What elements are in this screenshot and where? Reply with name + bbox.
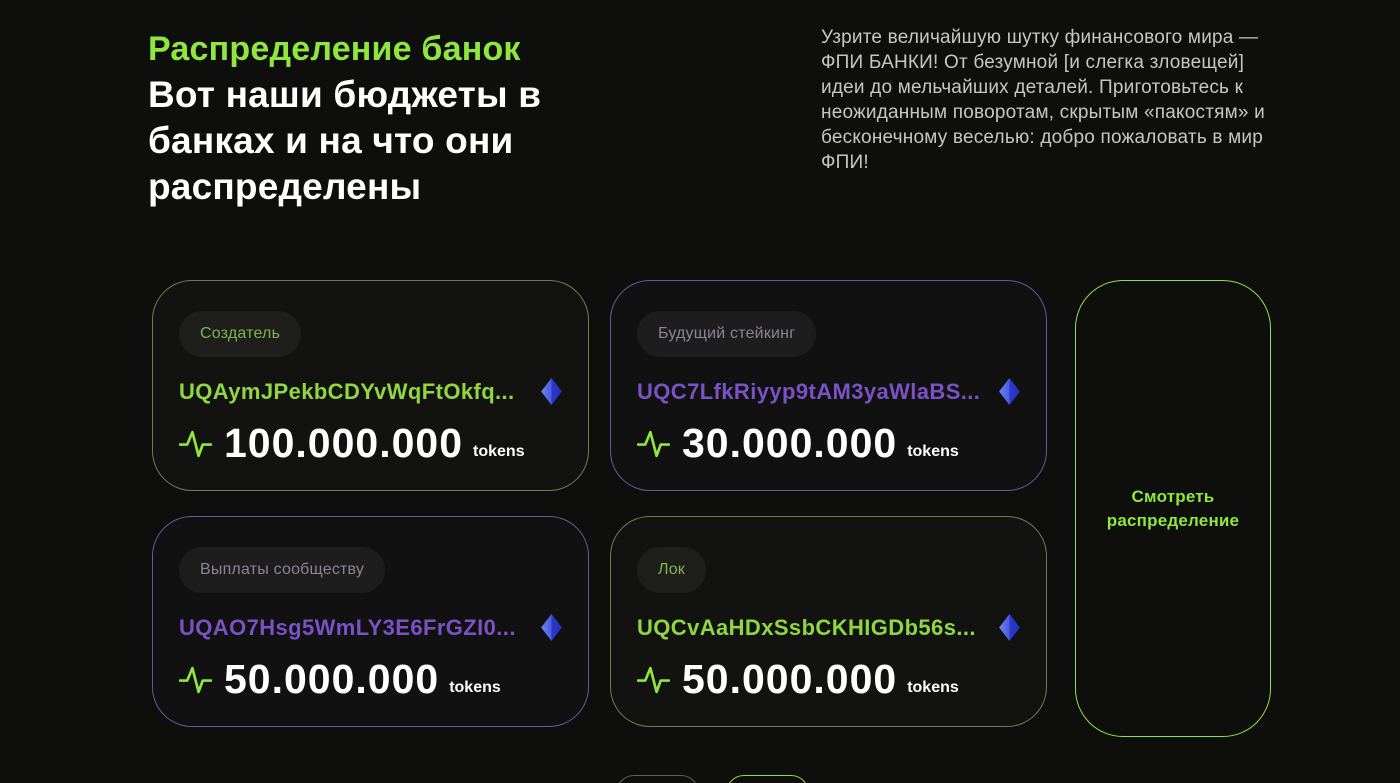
token-amount: 100.000.000 [224, 420, 464, 466]
view-distribution-button[interactable] [1075, 280, 1271, 737]
section-title-main: Вот наши бюджеты в банках и на что они распределены [148, 74, 542, 207]
ton-diamond-icon [541, 614, 562, 641]
wallet-address[interactable]: UQAO7Hsg5WmLY3E6FrGZI0... [179, 614, 516, 640]
section-title-accent: Распределение банок [148, 30, 521, 68]
wallet-address[interactable]: UQC7LfkRiyyp9tAM3yaWlaBS... [637, 378, 981, 404]
token-unit: tokens [473, 443, 525, 460]
card-badge: Будущий стейкинг [637, 311, 816, 357]
section-description: Узрите величайшую шутку финансового мира — ФПИ БАНКИ! От безумной [и слегка зловещей] идеи до мельчайших деталей. Приготовьтесь к неожиданным поворотам, скрытым «пакостям» и бесконечному веселью: добро пожаловать в мир ФПИ! [821, 27, 1265, 173]
budget-card [610, 280, 1047, 491]
wallet-address[interactable]: UQAymJPekbCDYvWqFtOkfq... [179, 378, 515, 404]
nav-prev-button[interactable] [616, 775, 699, 783]
card-badge: Лок [637, 547, 706, 593]
view-distribution-label: Смотреть распределение [1106, 486, 1240, 530]
token-amount: 30.000.000 [682, 420, 898, 466]
token-unit: tokens [449, 679, 501, 696]
budget-card [610, 516, 1047, 727]
token-amount: 50.000.000 [682, 656, 898, 702]
budget-card [152, 516, 589, 727]
token-amount: 50.000.000 [224, 656, 440, 702]
ton-diamond-icon [999, 614, 1020, 641]
ton-diamond-icon [999, 378, 1020, 405]
ton-diamond-icon [541, 378, 562, 405]
token-unit: tokens [907, 443, 959, 460]
pulse-icon [637, 428, 670, 459]
pulse-icon [637, 664, 670, 695]
card-badge: Выплаты сообществу [179, 547, 385, 593]
nav-next-button[interactable] [726, 775, 809, 783]
pulse-icon [179, 428, 212, 459]
budget-card [152, 280, 589, 491]
pulse-icon [179, 664, 212, 695]
token-unit: tokens [907, 679, 959, 696]
section-heading [148, 26, 628, 210]
wallet-address[interactable]: UQCvAaHDxSsbCKHIGDb56s... [637, 614, 976, 640]
card-badge: Создатель [179, 311, 301, 357]
